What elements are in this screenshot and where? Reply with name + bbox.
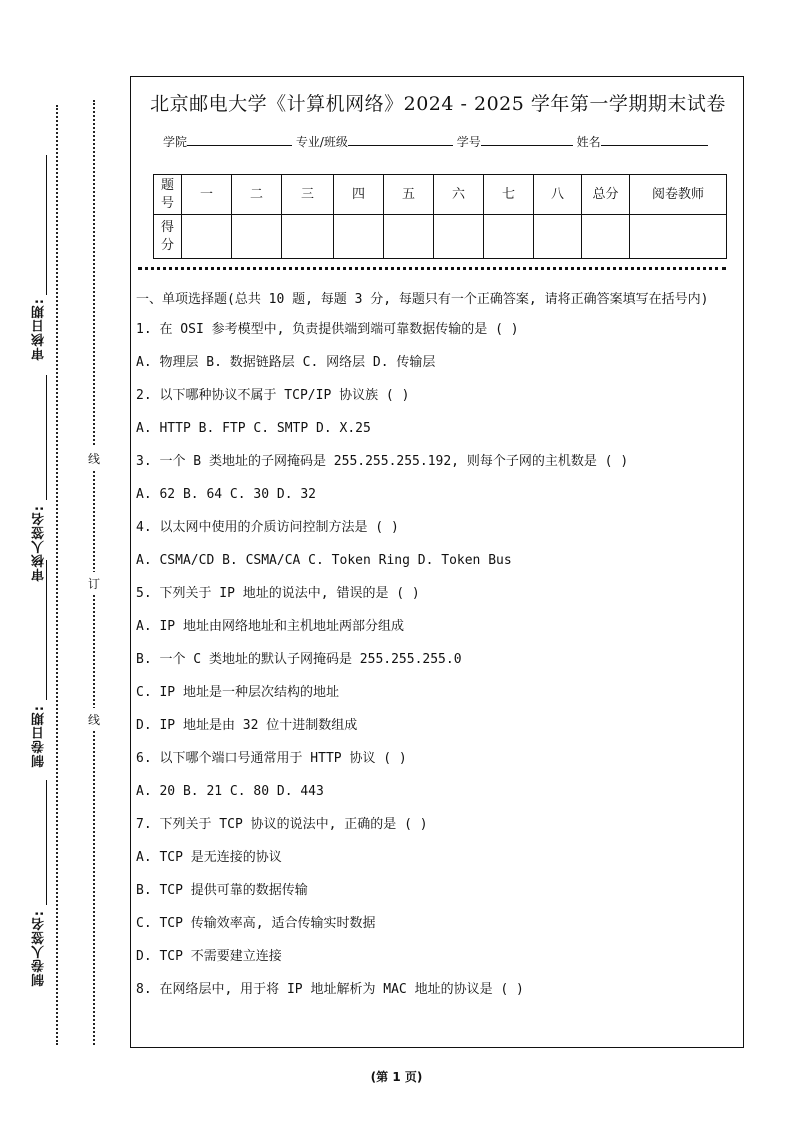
- reviewer-sign-blank: [46, 375, 47, 500]
- review-date-blank: [46, 155, 47, 295]
- question-1-options: A. 物理层 B. 数据链路层 C. 网络层 D. 传输层: [136, 355, 436, 370]
- score-col-5: 五: [384, 175, 434, 215]
- score-row-header-question: 题号: [154, 175, 182, 215]
- question-5-option-a: A. IP 地址由网络地址和主机地址两部分组成: [136, 619, 404, 634]
- question-1: 1. 在 OSI 参考模型中, 负责提供端到端可靠数据传输的是 ( ): [136, 322, 519, 337]
- binding-line-char-top: 线: [88, 447, 100, 470]
- question-8: 8. 在网络层中, 用于将 IP 地址解析为 MAC 地址的协议是 ( ): [136, 982, 524, 997]
- question-6: 6. 以下哪个端口号通常用于 HTTP 协议 ( ): [136, 751, 407, 766]
- score-cell[interactable]: [334, 215, 384, 259]
- question-2-options: A. HTTP B. FTP C. SMTP D. X.25: [136, 421, 371, 436]
- score-cell[interactable]: [232, 215, 282, 259]
- score-col-total: 总分: [582, 175, 630, 215]
- score-col-3: 三: [282, 175, 334, 215]
- reviewer-sign-label: 审核人签名:: [32, 505, 47, 582]
- question-7-option-d: D. TCP 不需要建立连接: [136, 949, 282, 964]
- review-date-label: 审核日期:: [32, 298, 47, 361]
- score-col-2: 二: [232, 175, 282, 215]
- question-7-option-c: C. TCP 传输效率高, 适合传输实时数据: [136, 916, 376, 931]
- binding-line-char-bottom: 线: [88, 708, 100, 731]
- score-col-7: 七: [484, 175, 534, 215]
- maker-sign-blank: [46, 780, 47, 905]
- question-4: 4. 以太网中使用的介质访问控制方法是 ( ): [136, 520, 399, 535]
- page-number: (第 1 页): [370, 1070, 423, 1084]
- name-label: 姓名: [576, 135, 601, 149]
- score-cell-reviewer[interactable]: [630, 215, 727, 259]
- question-6-options: A. 20 B. 21 C. 80 D. 443: [136, 784, 324, 799]
- section-divider-dotted: [138, 267, 726, 270]
- name-field[interactable]: [601, 133, 708, 146]
- school-field[interactable]: [187, 133, 292, 146]
- score-col-8: 八: [534, 175, 582, 215]
- question-5-option-c: C. IP 地址是一种层次结构的地址: [136, 685, 339, 700]
- question-4-options: A. CSMA/CD B. CSMA/CA C. Token Ring D. Token Bus: [136, 553, 512, 568]
- score-cell[interactable]: [484, 215, 534, 259]
- score-cell[interactable]: [384, 215, 434, 259]
- exam-frame: [130, 76, 744, 1048]
- student-id-field[interactable]: [481, 133, 573, 146]
- score-col-reviewer: 阅卷教师: [630, 175, 727, 215]
- binding-ding-char: 订: [88, 572, 100, 595]
- question-2: 2. 以下哪种协议不属于 TCP/IP 协议族 ( ): [136, 388, 410, 403]
- score-cell-total[interactable]: [582, 215, 630, 259]
- question-7-option-b: B. TCP 提供可靠的数据传输: [136, 883, 308, 898]
- student-id-label: 学号: [456, 135, 481, 149]
- maker-sign-label: 制卷人签名:: [32, 910, 47, 987]
- score-cell[interactable]: [434, 215, 484, 259]
- question-7-option-a: A. TCP 是无连接的协议: [136, 850, 282, 865]
- question-5: 5. 下列关于 IP 地址的说法中, 错误的是 ( ): [136, 586, 420, 601]
- student-info-row: [163, 133, 708, 150]
- score-cell[interactable]: [534, 215, 582, 259]
- question-content: [136, 289, 740, 1012]
- score-row-header-score: 得分: [154, 215, 182, 259]
- major-label: 专业/班级: [295, 135, 348, 149]
- score-table: [153, 174, 727, 259]
- question-7: 7. 下列关于 TCP 协议的说法中, 正确的是 ( ): [136, 817, 428, 832]
- major-field[interactable]: [348, 133, 453, 146]
- make-date-blank: [46, 560, 47, 700]
- score-cell[interactable]: [282, 215, 334, 259]
- question-5-option-d: D. IP 地址是由 32 位十进制数组成: [136, 718, 358, 733]
- score-col-6: 六: [434, 175, 484, 215]
- section-1-heading: 一、单项选择题(总共 10 题, 每题 3 分, 每题只有一个正确答案, 请将正确答案填写在括号内): [136, 292, 709, 307]
- exam-title: 北京邮电大学《计算机网络》2024 - 2025 学年第一学期期末试卷: [150, 93, 726, 115]
- binding-dotted-line-outer: [56, 105, 58, 1045]
- school-label: 学院: [163, 135, 188, 149]
- question-3: 3. 一个 B 类地址的子网掩码是 255.255.255.192, 则每个子网的主机数是 ( ): [136, 454, 629, 469]
- question-3-options: A. 62 B. 64 C. 30 D. 32: [136, 487, 317, 502]
- score-col-1: 一: [182, 175, 232, 215]
- question-5-option-b: B. 一个 C 类地址的默认子网掩码是 255.255.255.0: [136, 652, 462, 667]
- score-cell[interactable]: [182, 215, 232, 259]
- score-col-4: 四: [334, 175, 384, 215]
- make-date-label: 制卷日期:: [32, 705, 47, 768]
